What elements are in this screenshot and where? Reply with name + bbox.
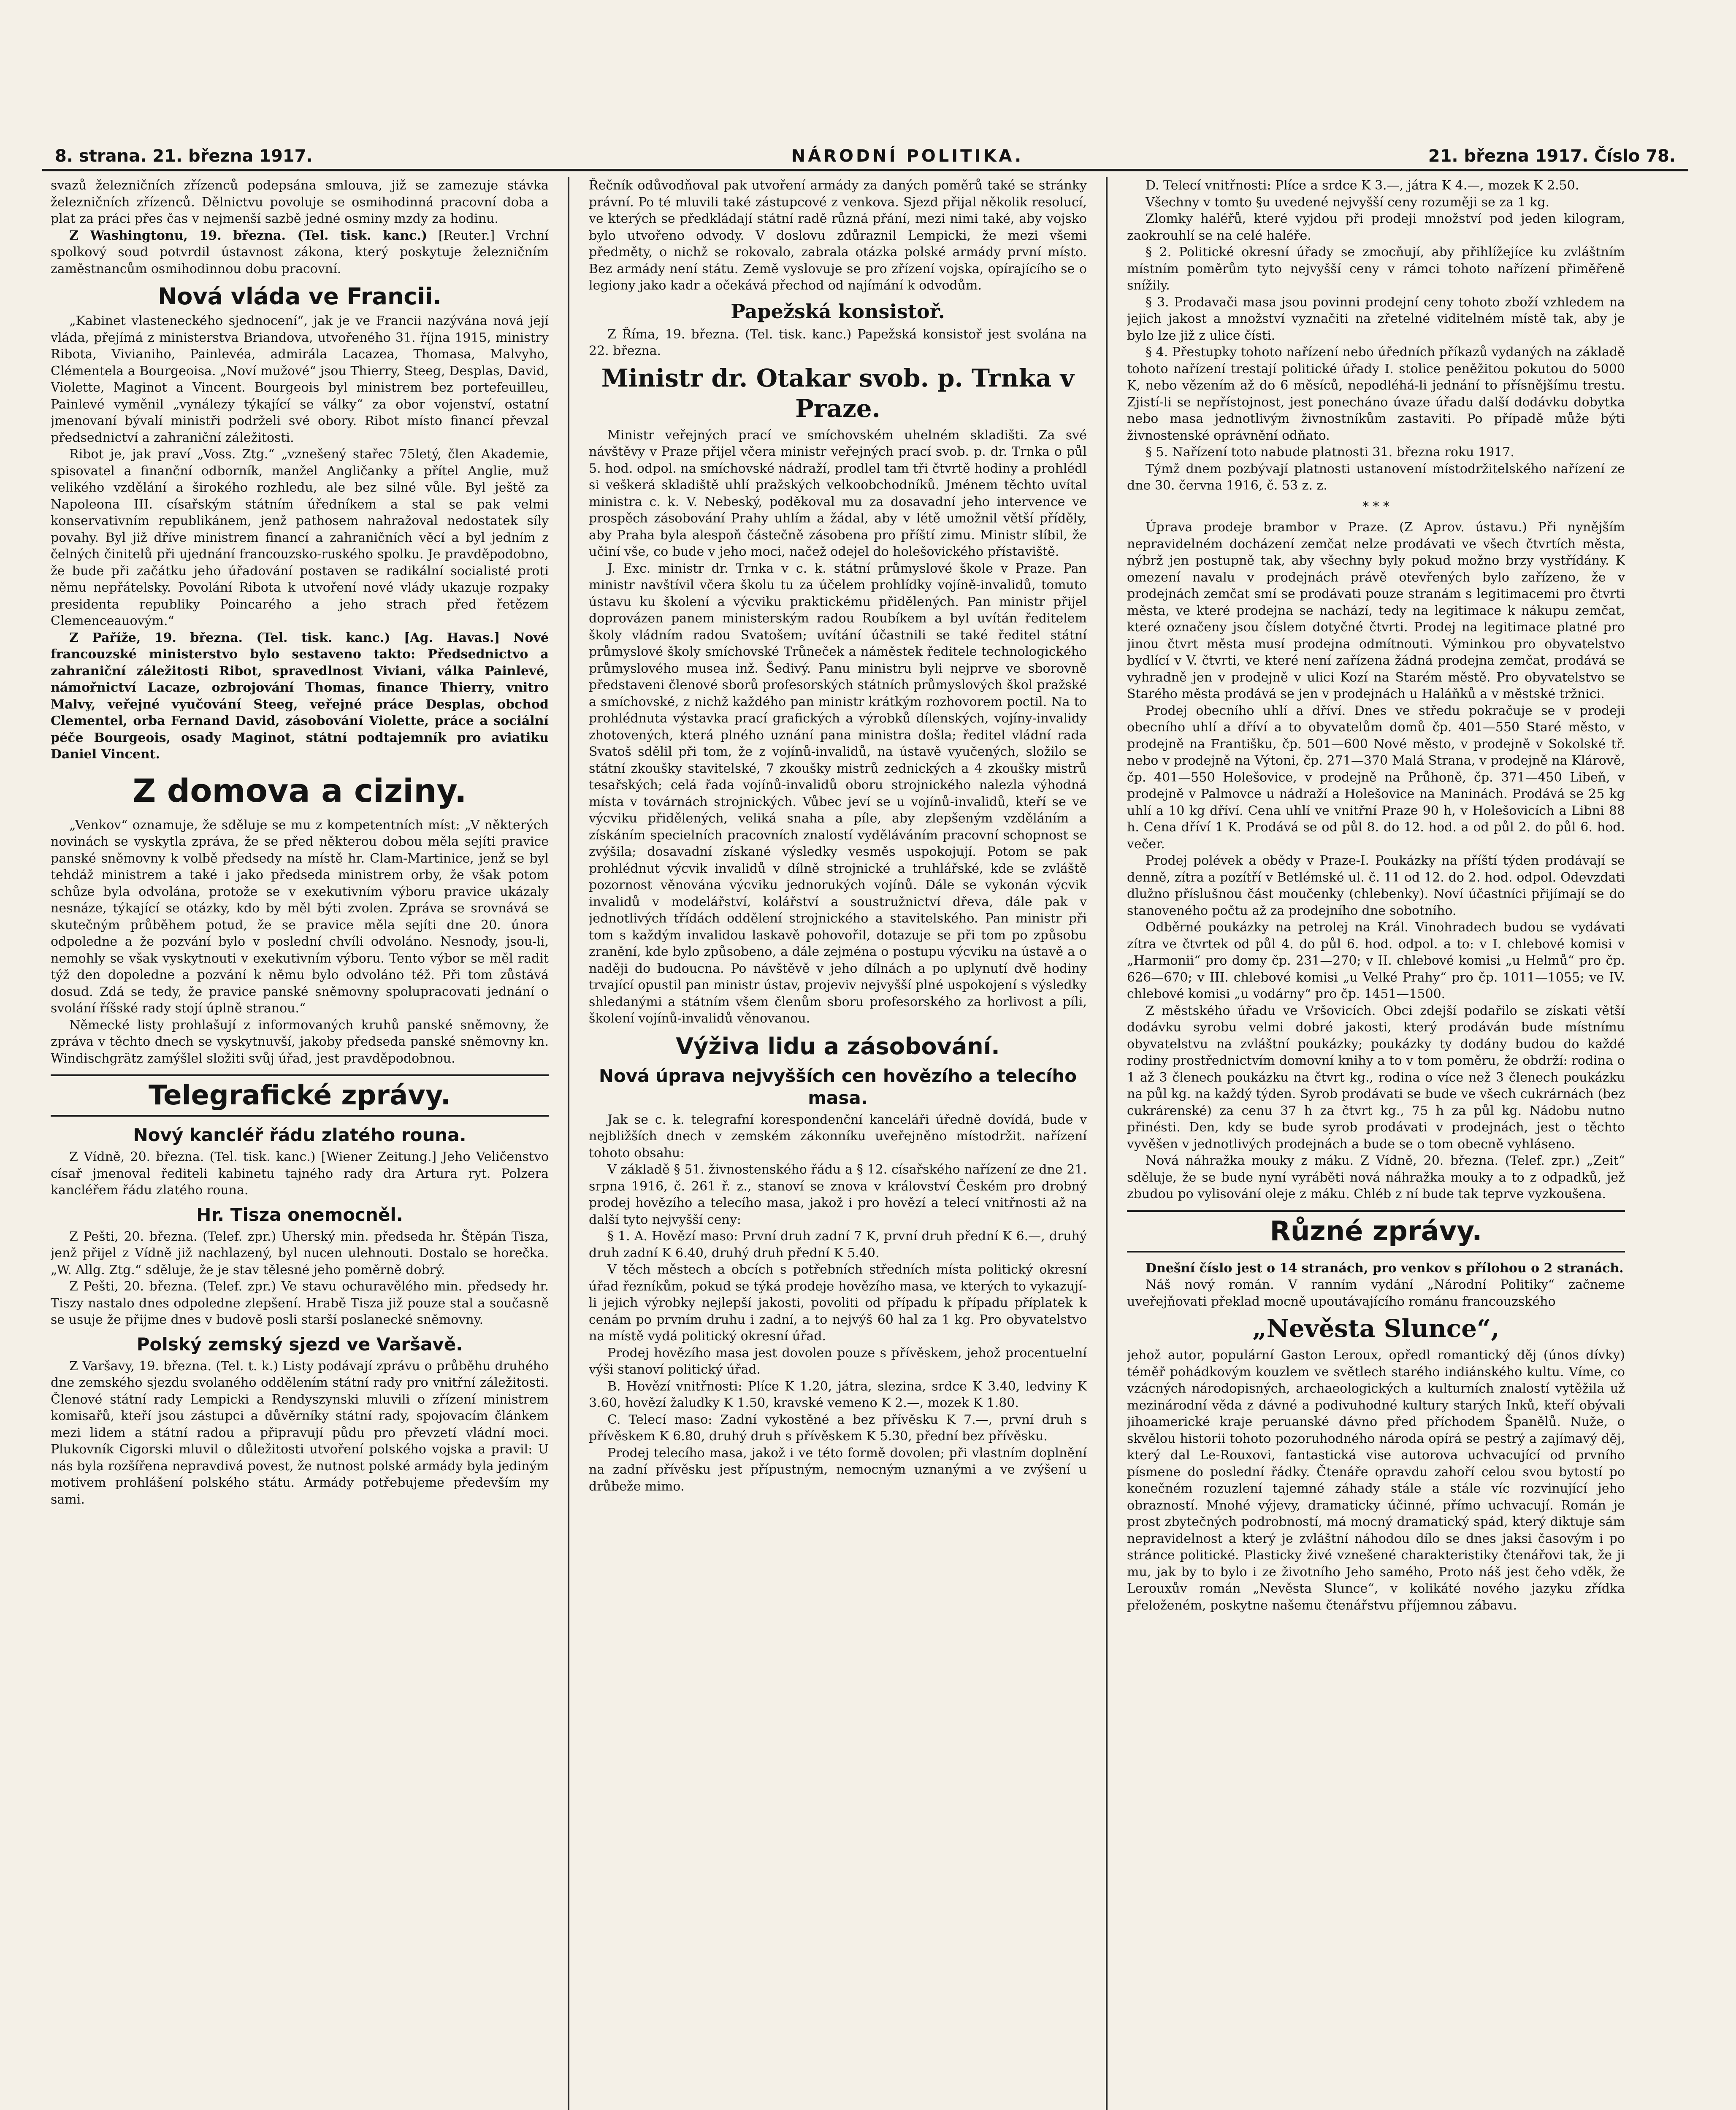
article-text: Náš nový román. V ranním vydání „Národní Politiky“ začneme uveřejňovati překlad mocně upoutávajícího románu francouzského [1127, 1277, 1625, 1309]
article-text: Z Pešti, 20. března. (Telef. zpr.) Ve stavu ochuravělého min. předsedy hr. Tiszy nastalo dnes odpoledne zlepšení. Hrabě Tisza již pouze stal a současně se usuje že přijme dnes v budově posli starší poslanecké sněmovny. [51, 1279, 549, 1327]
article-text: C. Telecí maso: Zadní vykostěné a bez přívěsku K 7.—, první druh s přívěskem K 6.80, druhý druh s přívěskem K 5.30, přední bez přívěsku. [589, 1412, 1087, 1444]
subheadline-tisza: Hr. Tisza onemocněl. [196, 1204, 403, 1225]
article-text: V základě § 51. živnostenského řádu a § 12. císařského nařízení ze dne 21. srpna 1916, č. 261 ř. z., stanoví se znova v království Českém pro drobný prodej hovězího a telecího masa, jakož i pro hovězí a telecí vnitřnosti až na další tyto nejvyšší ceny: [589, 1162, 1087, 1227]
article-text: Ministr veřejných prací ve smíchovském uhelném skladišti. Za své návštěvy v Praze přijel včera ministr veřejných prací svob. p. dr. Trnka o půl 5. hod. odpol. na smíchovské nádraží, prodlel tam tři čtvrtě hodiny a prohlédl si veškerá skladiště uhlí pražských velkoobchodníků. Jménem těchto uvítal ministra c. k. V. Nebeský, poděkoval mu za dosavadní jeho intervence ve prospěch zásobování Prahy uhlím a žádal, aby v létě umožnil větší příděly, aby Praha byla alespoň částečně zásobena pro příští zimu. Ministr slíbil, že učiní vše, co bude v jeho moci, načež odejel do holešovického přístaviště. [589, 427, 1087, 559]
header-issue-number: 21. března 1917. Číslo 78. [1428, 146, 1676, 166]
article-text: Dnešní číslo jest o 14 stranách, pro venkov s přílohou o 2 stranách. [1146, 1261, 1624, 1276]
headline-telegraph: Telegrafické zprávy. [51, 1074, 549, 1117]
article-text: Prodej hovězího masa jest dovolen pouze s přívěskem, jehož procentuelní výši stanoví politický úřad. [589, 1345, 1087, 1377]
page-header [42, 143, 1688, 171]
article-text: jehož autor, populární Gaston Leroux, opředl romantický děj (únos dívky) téměř pohádkovým kouzlem ve světlech starého indiánského kultu. Víme, co vzácných národopisných, archaeologických a kulturních znalostí vytěžila už mezinárodní věda z dávné a podivuhodné kultury starých Inků, kteří obývali jihoamerické kraje peruanské dávno před příchodem Španělů. Nuže, o skvělou historii tohoto pozoruhodného národa opírá se pestrý a zajímavý děj, který dal Le-Rouxovi, fantastická vise autorova uchvacující od prvního písmene do poslední řádky. Čtenáře opravdu zahoří celou svou bytostí po konečném rozuzlení tajemné záhady stále a stále víc rozvinující jeho obrazností. Mnohé výjevy, dramaticky účinné, přímo uchvacují. Román je prost zbytečných podrobností, má mocný dramatický spád, který diktuje sám nepravidelnost a který je zvláštní náhodou dílo se dnes jaksi časovým i po stránce politické. Plasticky živé vznešené charakteristiky čtenářovi tak, že ji mu, jak by to bylo i ze životního Jeho samého, Proto náš jest čeho vděk, že Lerouxův román „Nevěsta Slunce“, v kolikáté nového jazyku zřídka přeloženém, poskytne našemu čtenářstvu příjemnou zábavu. [1127, 1348, 1625, 1613]
header-page-date: 8. strana. 21. března 1917. [55, 146, 313, 166]
article-body: Nové francouzské ministerstvo bylo sestaveno takto: Předsednictvo a zahraniční záležitosti Ribot, spravedlnost Viviani, válka Painlevé, námořnictví Lacaze, ozbrojování Thomas, finance Thierry, vnitro Malvy, veřejné vyučování Steeg, veřejné práce Desplas, obchod Clementel, orba Fernand David, zásobování Violette, práce a sociální péče Bourgeois, osady Maginot, státní podtajemník pro aviatiku Daniel Vincent. [51, 630, 549, 762]
article-text: Z Říma, 19. března. (Tel. tisk. kanc.) Papežská konsistoř jest svolána na 22. března. [589, 327, 1087, 358]
headline-misc-news: Různé zprávy. [1127, 1210, 1625, 1252]
article-text: „Venkov“ oznamuje, že sděluje se mu z kompetentních míst: „V některých novinách se vyskytla zpráva, že se před některou dobou měla sejíti pravice panské sněmovny k volbě předsedy na místě hr. Clam-Martinice, jenž se byl tehdáž ministrem a také i jako předseda ministrem orby, že však potom schůze byla odvolána, protože se v exekutivním výboru pravice ukázaly nesnáze, týkající se otázky, kdo by měl býti zvolen. Zpráva se srovnává se skutečným průběhem potud, že se pravice měla sejíti dne 20. února odpoledne a že pozvání bylo v poslední chvíli odvoláno. Nesnody, jsou-li, nemohly se však vyskytnouti v exekutivním výboru. Tento výbor se měl radit týž den dopoledne a pozvání k němu bylo odvoláno též. Při tom zůstává dosud. Zdá se tedy, že pravice panské sněmovny spolupracovati jednání o svolání říšské rady stojí úplně stranou.“ [51, 817, 549, 1016]
novel-title: „Nevěsta Slunce“, [1252, 1314, 1500, 1343]
article-text: Úprava prodeje brambor v Praze. (Z Aprov. ústavu.) Při nynějším nepravidelném docházení zemčat nelze prodávati ve všech čtvrtích města, nýbrž jen postupně tak, aby všechny byly pokud možno brzy vystřídány. K omezení navalu v prodejnách právě otevřených bylo zařízeno, že v prodejnách zemčat smí se prodávati pouze stranám s legitimacemi pro čtvrti města, ve které prodejna se nachází, tedy na legitimace k nákupu zemčat, které označeny jsou číslem dotyčné čtvrti. Prodej na legitimace platné pro jinou čtvrt města musí prodejna odmítnouti. Výminkou pro obyvatelstvo bydlící v V. čtvrti, ve které není zařízena žádná prodejna zemčat, prodává se vyhradně jen v prodejně v ulici Kozí na Starém městě. Pro obyvatelstvo se Starého města prodává se jen v prodejnách u Haláňků a v městské tržnici. [1127, 520, 1625, 701]
article-text: Všechny v tomto §u uvedené nejvyšší ceny rozuměji se za 1 kg. [1146, 195, 1550, 210]
article-text: Z Vídně, 20. března. (Tel. tisk. kanc.) [Wiener Zeitung.] Jeho Veličenstvo císař jmenoval řediteli kabinetu tajného rady dra Artura ryt. Polzera kancléřem řádu zlatého rouna. [51, 1150, 549, 1198]
article-text: Prodej obecního uhlí a dříví. Dnes ve středu pokračuje se v prodeji obecního uhlí a dříví a to obyvatelům domů čp. 401—550 Staré město, v prodejně na Františku, čp. 501—600 Nové město, v prodejně v Sokolské tř. nebo v prodejně na Výtoni, čp. 271—370 Malá Strana, v prodejně na Klárově, čp. 401—550 Holešovice, v prodejně na Průhoně, čp. 371—450 Libeň, v prodejně v Palmovce u nádraží a Holešovice na Maninách. Prodává se 25 kg uhlí a 10 kg dříví. Cena uhlí ve vnitřní Praze 90 h, v Holešovicích a Libni 88 h. Cena dříví 1 K. Prodává se od půl 8. do 12. hod. a od půl 2. do půl 6. hod. večer. [1127, 703, 1625, 852]
article-text: Týmž dnem pozbývají platnosti ustanovení místodržitelského nařízení ze dne 30. června 1916, č. 53 z. z. [1127, 461, 1625, 493]
article-text: § 1. A. Hovězí maso: První druh zadní 7 K, první druh přední K 6.—, druhý druh zadní K 6.40, druhý druh přední K 5.40. [589, 1229, 1087, 1261]
column-2 [589, 177, 1087, 2110]
article-text: Německé listy prohlašují z informovaných kruhů panské sněmovny, že zpráva v těchto dnech se vyskytnuvší, jakoby předseda panské sněmovny kn. Windischgrätz zamýšlel složiti svůj úřad, jest pravděpodobnou. [51, 1017, 549, 1066]
column-rule [1106, 177, 1108, 2110]
article-text: Prodej polévek a obědy v Praze-I. Poukázky na příští týden prodávají se denně, zítra a pozítří v Betlémské ul. č. 11 od 12. do 2. hod. odpol. Odevzdati dlužno příslušnou část moučenky (chlebenky). Noví účastníci přijímají se do stanoveného počtu až za prodejního dne sobotního. [1127, 853, 1625, 918]
column-1 [51, 177, 549, 2110]
column-3 [1127, 177, 1625, 2110]
subheadline-meat-prices: Nová úprava nejvyšších cen hovězího a telecího masa. [599, 1065, 1077, 1108]
article-text: Z městského úřadu ve Vršovicích. Obci zdejší podařilo se získati větší dodávku syrobu velmi dobré jakosti, který prodáván bude místnímu obyvatelstvu na zvláštní poukázky; poukázky ty dodány budou do každé rodiny prostřednictvím domovní knihy a to v tom poměru, že obdrží: rodina o 1 až 3 členech poukázku na čtvrt kg., rodina o více než 3 členech poukázku na půl kg. na každý týden. Syrob prodávati se bude ve všech cukrárnách (bez cukrárenské) za cenu 37 h za čtvrt kg., 75 h za půl kg. Nádobu nutno přinésti. Den, kdy se bude syrob prodávati v prodejnách, jest o těchto vyvěšen v jednotlivých prodejnách a bude se o tom obecně vyhláseno. [1127, 1003, 1625, 1152]
article-text: § 4. Přestupky tohoto nařízení nebo úředních příkazů vydaných na základě tohoto nařízení trestají politické úřady I. stolice peněžitou pokutou do 5000 K, nebo vězením až do 6 měsíců, nepodléhá-li jednání to přísnějšímu trestu. Zjistí-li se nepřístojnost, jest ponecháno úvaze úřadu další dodávku dobytka nebo masa jednotlivým živnostníkům zastaviti. Po případě může býti živnostenské oprávnění odňato. [1127, 345, 1625, 443]
article-body: [Reuter.] Vrchní spolkový soud potvrdil ústavnost zákona, který poskytuje železničním zaměstnancům osmihodinnou dobu pracovní. [51, 228, 549, 276]
article-text [51, 227, 549, 278]
article-text: Odběrné poukázky na petrolej na Král. Vinohradech budou se vydávati zítra ve čtvrtek od půl 4. do půl 6. hod. odpol. a to: v I. chlebové komisi v „Harmonii“ pro domy čp. 231—270; v II. chlebové komisi „u Helmů“ pro čp. 626—670; v III. chlebové komisi „u Velké Prahy“ pro čp. 1011—1055; ve IV. chlebové komisi „u vodárny“ pro čp. 1451—1500. [1127, 920, 1625, 1001]
header-masthead: NÁRODNÍ POLITIKA. [791, 146, 1024, 166]
article-text: Prodej telecího masa, jakož i ve této formě dovolen; při vlastním doplnění na zadní přívěsku jest přípustným, nemocným uznanými a ve zvýšení u drůbeže mimo. [589, 1445, 1087, 1494]
article-text: V těch městech a obcích s potřebních středních místa politický okresní úřad řezníkům, pokud se týká prodeje hovězího masa, ve kterých to vykazují-li jejich výrobky nejlepší jakosti, povoliti od případu k případu příplatek k cenám po prvním druhu i zadní, a to nejvýš 60 hal za 1 kg. Pro obyvatelstvo na místě vydá politický okresní úřad. [589, 1262, 1087, 1344]
headline-food-supply: Výživa lidu a zásobování. [676, 1033, 1000, 1060]
article-text: § 5. Nařízení toto nabude platnosti 31. března roku 1917. [1146, 445, 1514, 460]
dateline: Z Washingtonu, 19. března. (Tel. tisk. kanc.) [69, 228, 428, 243]
article-text: J. Exc. ministr dr. Trnka v c. k. státní průmyslové škole v Praze. Pan ministr navštívil včera školu tu za účelem prohlídky vojíně-invalidů, tomuto ústavu ku školení a výcviku praktickému přidělených. Pan ministr přijel doprovázen panem ministerským radou Roubíkem a byl uvítán ředitelem školy vládním radou Svatošem; uvítání účastnili se také ředitel státní průmyslové školy smíchovské Trůneček a náměstek ředitele technologického průmyslového musea inž. Šedivý. Panu ministru byli nejprve ve sborovně představeni členové sborů profesorských státních průmyslových škol pražské a smíchovské, z nichž každého pan ministr krátkým rozhovorem poctil. Na to prohlédnuta výstavka prací grafických a výrobků dílenských, vojíny-invalidy zhotovených, která plného uznání pana ministra došla; ředitel vládní rada Svatoš sdělil při tom, že z vojínů-invalidů, na ústavě vyučených, složilo se státní zkoušky stavitelské, 7 zkoušky mistrů zednických a 4 zkoušky mistrů tesařských; celá řada vojínů-invalidů oboru strojnického nalezla výhodná místa v továrnách strojnických. Vůbec jeví se u vojínů-invalidů, kteří se ve výcviku přidělených, veliká snaha a píle, aby zlepšeným vzděláním a získáním specielních pracovních znalostí vyděláváním pracovní schopnost se zvýšila; dosavadní získané výsledky vesměs uspokojují. Potom se pak prohlédnut výcvik invalidů v dílně strojnické a truhlářské, kde se zvláště pozornost věnována výcviku jednorukých vojínů. Dále se vykonán výcvik invalidů v modelářství, kolářství a soustružnictví dřeva, dále pak v jednotlivých třídách oddělení strojnického a stavitelského. Pan ministr při tom s každým invalidou laskavě pohovořil, dotazuje se při tom po způsobu zranění, kde bylo způsobeno, a dále zejména o postupu výcviku na ústavě a o naději do budoucna. Po návštěvě v jeho dílnách a po uplynutí dvě hodiny trvající opustil pan ministr ústav, projeviv nejvyšší plné uspokojení s výsledky shledanými a státním všem členům sboru profesorského za horlivost a píli, školení vojínů-invalidů věnovanou. [589, 561, 1087, 1026]
column-rule [568, 177, 569, 2110]
article-text: „Kabinet vlasteneckého sjednocení“, jak je ve Francii nazývána nová její vláda, přejímá z ministerstva Briandova, utvořeného 31. října 1915, ministry Ribota, Vivianiho, Painlevéa, admirála Lacazea, Thomasa, Malvyho, Clémentela a Bourgeoisa. „Noví mužové“ jsou Thierry, Steeg, Desplas, David, Violette, Maginot a Vincent. Bourgeois byl ministrem bez portefeuilleu, Painlevé vyměnil „vynálezy týkající se války“ za obor vojenství, ostatní jmenovaní bývalí ministři podrželi své obory. Ribot místo financí převzal předsednictví a zahraniční záležitosti. [51, 314, 549, 445]
article-text: D. Telecí vnitřnosti: Plíce a srdce K 3.—, játra K 4.—, mozek K 2.50. [1146, 178, 1579, 193]
headline-minister-trnka: Ministr dr. Otakar svob. p. Trnka v Praze. [601, 363, 1075, 423]
headline-france: Nová vláda ve Francii. [158, 283, 441, 310]
headline-home-abroad: Z domova a ciziny. [133, 771, 467, 809]
headline-papal-consistory: Papežská konsistoř. [731, 300, 945, 323]
article-text: Z Varšavy, 19. března. (Tel. t. k.) Listy podávají zprávu o průběhu druhého dne zemského sjezdu svolaného oddělením státní rady pro vnitřní záležitosti. Členové státní rady Lempicki a Rendyszynski mluvili o zřízení ministrem komisařů, kteří jsou zástupci a důvěrníky státní rady, spojovacím článkem mezi lidem a státní radou a připravují půdu pro převzetí vládní moci. Plukovník Cigorski mluvil o důležitosti utvoření polského vojska a pravil: U nás byla rozšířena nepravdivá povest, že nutnost polské armády byla jediným motivem prohlášení polského státu. Armády potřebujeme především my sami. [51, 1358, 549, 1507]
article-text: Z Pešti, 20. března. (Telef. zpr.) Uherský min. předseda hr. Štěpán Tisza, jenž přijel z Vídně již nachlazený, byl nucen ulehnouti. Dostalo se horečka. „W. Allg. Ztg.“ sděluje, že je stav tělesné jeho poměrně dobrý. [51, 1229, 549, 1277]
article-text: Nová náhražka mouky z máku. Z Vídně, 20. března. (Telef. zpr.) „Zeit“ sděluje, že se bude nyní vyráběti nová náhražka mouky a to z odpadků, jež zbudou po vylisování oleje z máku. Chléb z ní bude tak teprve vyzkoušena. [1127, 1153, 1625, 1201]
article-text: Jak se c. k. telegrafní korespondenční kanceláři úředně dovídá, bude v nejbližších dnech v zemském zákonníku uveřejněno místodržit. nařízení tohoto obsahu: [589, 1112, 1087, 1160]
article-text: § 3. Prodavači masa jsou povinni prodejní ceny tohoto zboží vzhledem na jejich jakost a množství vyznačiti na zřetelné viditelném místě tak, aby je bylo lze již z ulice čísti. [1127, 295, 1625, 343]
article-text: Ribot je, jak praví „Voss. Ztg.“ „vznešený stařec 75letý, člen Akademie, spisovatel a finanční odborník, manžel Angličanky a přítel Anglie, muž velikého vzdělání a širokého rozhledu, ale bez silné vůle. Byl ještě za Napoleona III. císařským státním úředníkem a stal se pak velmi konservativním republikánem, jenž pathosem nahražoval nedostatek síly povahy. Byl již dříve ministrem financí a zahraničních věcí a byl jedním z čelných činitelů při ujednání francouzsko-ruského spolku. Je pravděpodobno, že bude při začátku jeho úřadování postaven se radikální socialisté proti němu nepřátelsky. Povolání Ribota k utvoření nové vlády ukazuje rozpaky presidenta republiky Poincarého a jeho strach před řetězem Clemenceauovým.“ [51, 447, 549, 628]
section-separator: * * * [1362, 499, 1390, 514]
article-text: Řečník odůvodňoval pak utvoření armády za daných poměrů také se stránky právní. Po té mluvili také zástupcové z venkova. Sjezd přijal několik resolucí, ve kterých se předkládají státní radě různá přání, mezi nimi také, aby vojsko bylo utvořeno odvody. V doslovu zdůraznil Lempicki, že mezi všemi předměty, o nichž se rokovalo, zabrala otázka polské armády první místo. Bez armády není státu. Země vyslovuje se pro zřízení vojska, opírajícího se o legiony jako kadr a očekává přechod od najímání k odvodům. [589, 178, 1087, 293]
article-text: Zlomky haléřů, které vyjdou při prodeji množství pod jeden kilogram, zaokrouhlí se na celé haléře. [1127, 211, 1625, 243]
article-text: svazů železničních zřízenců podepsána smlouva, již se zamezuje stávka železničních zřízenců. Dělnictvu povoluje se osmihodinná pracovní doba a plat za práci přes čas v nejmenší sazbě jedné osminy mzdy za hodinu. [51, 178, 549, 226]
article-text [51, 630, 549, 763]
article-text: B. Hovězí vnitřnosti: Plíce K 1.20, játra, slezina, srdce K 3.40, ledviny K 3.60, hovězí žaludky K 1.50, kravské vemeno K 2.—, mozek K 1.80. [589, 1379, 1087, 1410]
subheadline-chancellor: Nový kancléř řádu zlatého rouna. [133, 1125, 466, 1145]
article-text: § 2. Politické okresní úřady se zmocňují, aby přihlížejíce ku zvláštním místním poměrům tyto nejvyšší ceny v rámci tohoto nařízení přiměřeně snížily. [1127, 245, 1625, 293]
dateline: Z Paříže, 19. března. (Tel. tisk. kanc.) [Ag. Havas.] [69, 630, 500, 645]
subheadline-polish-congress: Polský zemský sjezd ve Varšavě. [136, 1334, 463, 1355]
